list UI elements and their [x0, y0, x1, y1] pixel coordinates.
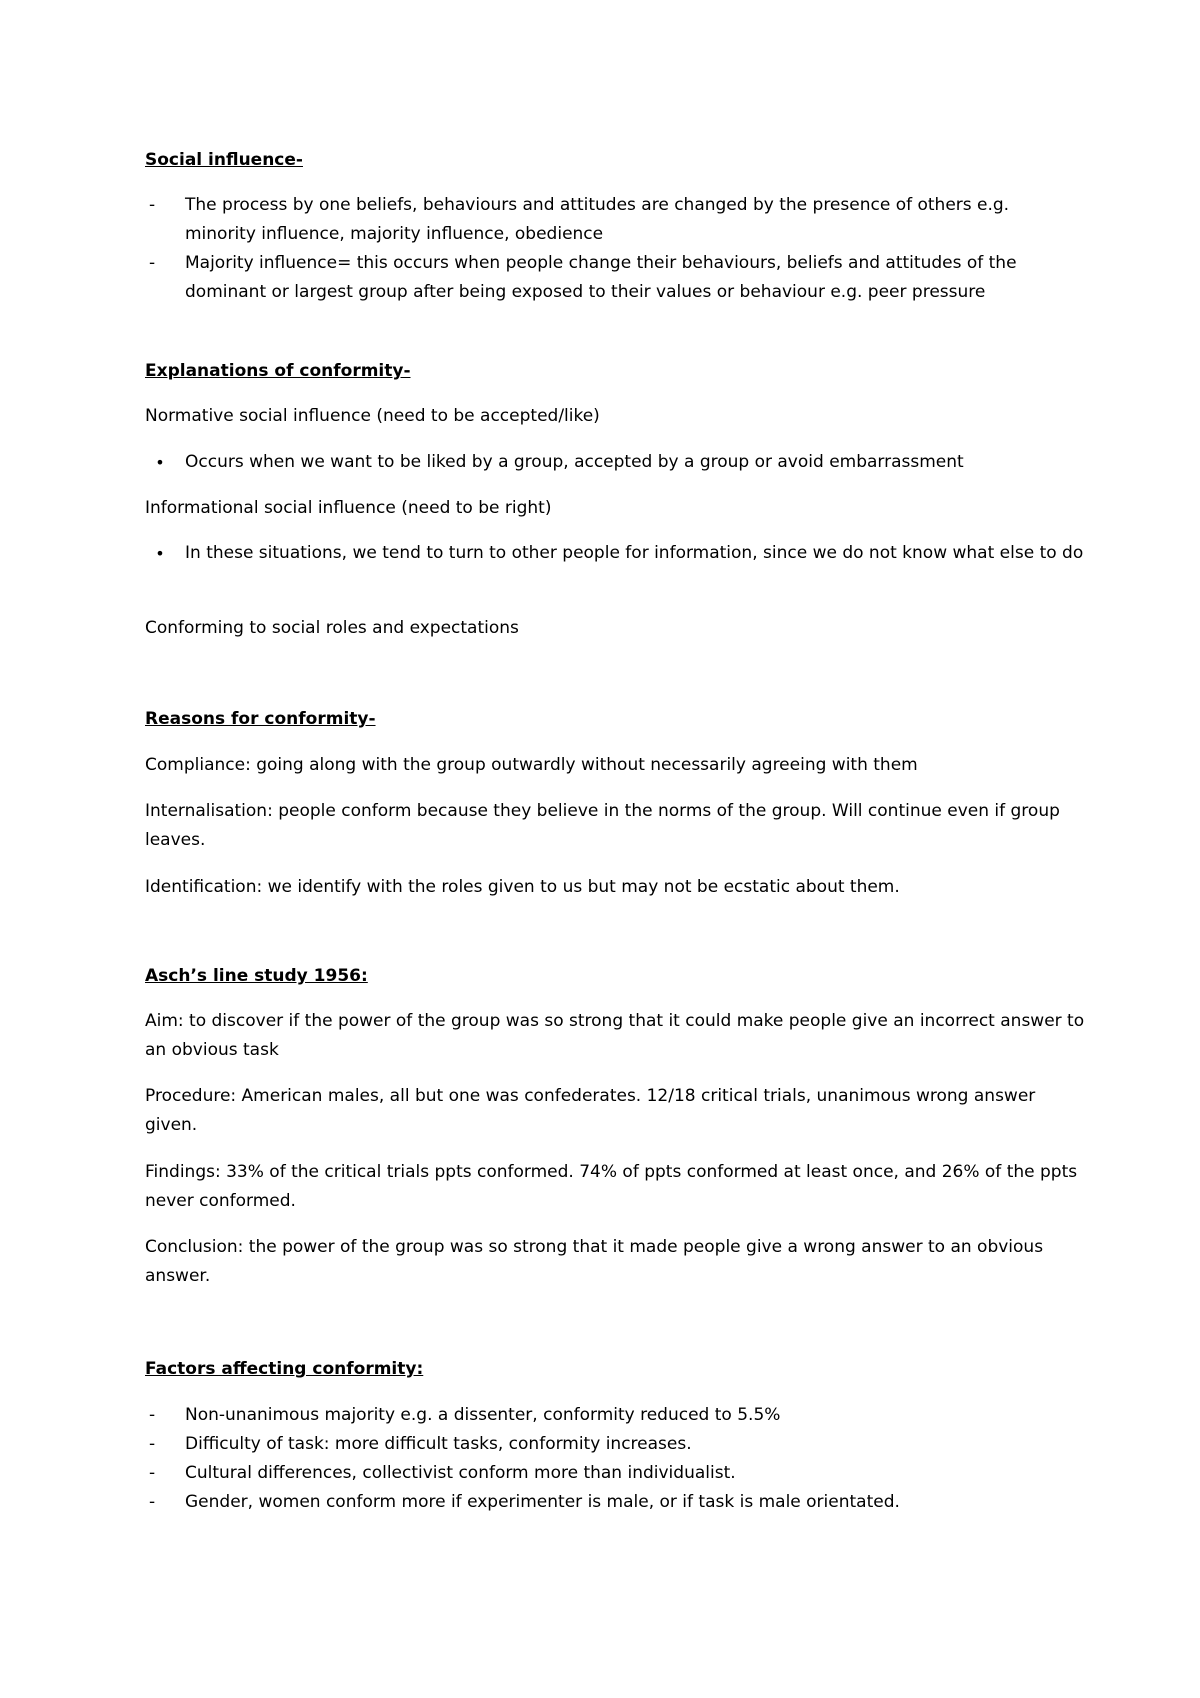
list-item-factor-2 — [149, 1430, 1085, 1459]
bullet-marker: • — [155, 544, 165, 563]
list-item-text: Gender, women conform more if experimenter is male, or if task is male orientated. — [185, 1492, 900, 1512]
list-item-factor-1 — [149, 1401, 1085, 1430]
heading-asch-line-study: Asch’s line study 1956: — [145, 966, 368, 986]
dash-marker: - — [149, 1463, 156, 1483]
social-roles-line: Conforming to social roles and expectations — [145, 618, 519, 638]
list-item-factor-4 — [149, 1488, 1085, 1517]
asch-findings-line: Findings: 33% of the critical trials ppts conformed. 74% of ppts conformed at least once, and 26% of the ppts never conformed. — [145, 1162, 1078, 1211]
dash-marker: - — [149, 1405, 156, 1425]
list-item-normative-bullet — [155, 448, 1085, 477]
list-item-social-influence-2 — [149, 249, 1085, 307]
internalisation-line: Internalisation: people conform because they believe in the norms of the group. Will continue even if group leaves. — [145, 801, 1060, 850]
asch-aim-line: Aim: to discover if the power of the group was so strong that it could make people give an incorrect answer to an obvious task — [145, 1011, 1085, 1060]
heading-factors-affecting-conformity: Factors affecting conformity: — [145, 1359, 424, 1379]
list-item-text: The process by one beliefs, behaviours and attitudes are changed by the presence of others e.g. minority influence, majority influence, obedience — [185, 195, 1010, 244]
list-item-text: Difficulty of task: more difficult tasks, conformity increases. — [185, 1434, 692, 1454]
asch-procedure-line: Procedure: American males, all but one was confederates. 12/18 critical trials, unanimous wrong answer given. — [145, 1086, 1036, 1135]
dash-marker: - — [149, 1492, 156, 1512]
asch-conclusion-line: Conclusion: the power of the group was so strong that it made people give a wrong answer to an obvious answer. — [145, 1237, 1044, 1286]
identification-line: Identification: we identify with the roles given to us but may not be ecstatic about them. — [145, 877, 900, 897]
dash-marker: - — [149, 1434, 156, 1454]
dash-marker: - — [149, 253, 156, 273]
list-item-text: Majority influence= this occurs when people change their behaviours, beliefs and attitudes of the dominant or largest group after being exposed to their values or behaviour e.g. peer pressure — [185, 253, 1017, 302]
list-item-text: Occurs when we want to be liked by a group, accepted by a group or avoid embarrassment — [185, 452, 964, 472]
compliance-line: Compliance: going along with the group outwardly without necessarily agreeing with them — [145, 755, 918, 775]
list-item-text: Non-unanimous majority e.g. a dissenter, conformity reduced to 5.5% — [185, 1405, 781, 1425]
list-item-informational-bullet — [155, 539, 1085, 568]
heading-social-influence: Social influence- — [145, 150, 303, 170]
bullet-marker: • — [155, 453, 165, 472]
heading-explanations-of-conformity: Explanations of conformity- — [145, 361, 411, 381]
normative-social-influence-line: Normative social influence (need to be accepted/like) — [145, 406, 600, 426]
heading-reasons-for-conformity: Reasons for conformity- — [145, 709, 376, 729]
list-item-factor-3 — [149, 1459, 1085, 1488]
dash-marker: - — [149, 195, 156, 215]
list-item-text: Cultural differences, collectivist conform more than individualist. — [185, 1463, 736, 1483]
list-item-text: In these situations, we tend to turn to other people for information, since we do not know what else to do — [185, 543, 1084, 563]
list-item-social-influence-1 — [149, 191, 1085, 249]
informational-social-influence-line: Informational social influence (need to be right) — [145, 498, 552, 518]
